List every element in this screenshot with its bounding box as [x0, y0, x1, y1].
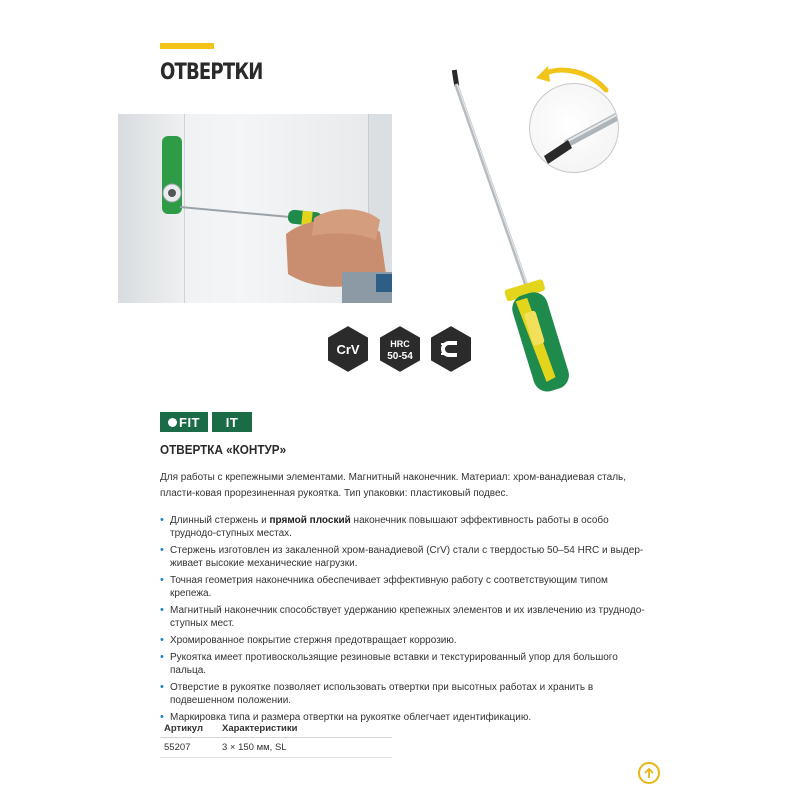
hrc-badge	[378, 324, 422, 374]
crv-badge	[326, 324, 370, 374]
feature-item: • Стержень изготовлен из закаленной хром-ванадиевой (CrV) стали с твердостью 50–54 HRC и выдер-живает высокие механические нагрузки.	[160, 544, 650, 570]
magnet-icon	[429, 324, 473, 374]
hrc-badge-label: HRC	[390, 339, 410, 349]
spec-table-header	[160, 720, 392, 738]
tip-zoom-circle	[529, 83, 619, 173]
brand-it-label: IT	[225, 414, 239, 430]
accent-bar	[160, 43, 214, 49]
product-title: ОТВЕРТКА «КОНТУР»	[160, 442, 287, 457]
header-article: Артикул	[160, 720, 218, 738]
crv-badge-label: CrV	[336, 342, 360, 357]
arrow-up-icon	[643, 767, 655, 779]
feature-item: • Длинный стержень и прямой плоский наконечник повышают эффективность работы в особо труднодо-ступных местах.	[160, 514, 650, 540]
feature-item: • Хромированное покрытие стержня предотвращает коррозию.	[160, 634, 650, 647]
tip-zoom-image	[530, 84, 618, 172]
feature-list	[160, 514, 650, 728]
fit-dot-icon	[168, 418, 177, 427]
feature-item: • Точная геометрия наконечника обеспечивает эффективную работу с соответствующим типом крепежа.	[160, 574, 650, 600]
feature-item: • Магнитный наконечник способствует удержанию крепежных элементов и их извлечению из труднодо-ступных мест.	[160, 604, 650, 630]
header-specs: Характеристики	[218, 720, 392, 738]
feature-item: • Рукоятка имеет противоскользящие резиновые вставки и текстурированный упор для большого пальца.	[160, 651, 650, 677]
specs-cell: 3 × 150 мм, SL	[218, 738, 392, 758]
feature-item: • Маркировка типа и размера отвертки на рукоятке облегчает идентификацию.	[160, 711, 650, 724]
spec-table	[160, 720, 392, 758]
brand-fit-chip	[160, 412, 208, 432]
scroll-up-button[interactable]	[638, 762, 660, 784]
photo-scene	[118, 114, 392, 303]
usage-photo	[118, 114, 392, 303]
section-title: ОТВЕРТКИ	[160, 60, 263, 85]
hrc-badge-value: 50-54	[387, 351, 413, 362]
brand-logo	[160, 412, 252, 432]
feature-item: • Отверстие в рукоятке позволяет использовать отвертки при высотных работах и хранить в подвешенном положении.	[160, 681, 650, 707]
article-cell: 55207	[160, 738, 218, 758]
table-row	[160, 738, 392, 758]
brand-it-chip	[212, 412, 252, 432]
product-intro: Для работы с крепежными элементами. Магнитный наконечник. Материал: хром-ванадиевая сталь, пласти-ковая прорезиненная рукоятка. Тип упаковки: пластиковый подвес.	[160, 472, 627, 499]
brand-fit-label: FIT	[179, 414, 200, 430]
magnet-badge	[429, 324, 473, 374]
